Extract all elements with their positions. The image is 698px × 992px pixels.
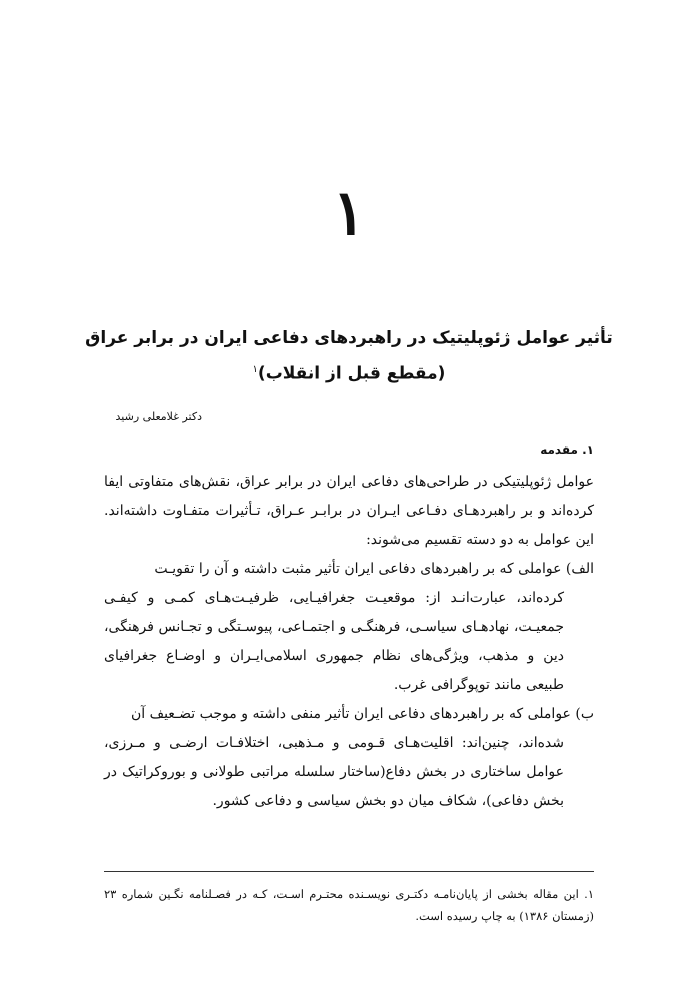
footnote-divider — [104, 871, 594, 872]
list-item-b-first-line: ب) عواملی که بر راهبردهای دفاعی ایران تأثیر منفی داشته و موجب تضـعیف آن — [130, 706, 594, 722]
chapter-title-line-1: تأثیر عوامل ژئوپلیتیک در راهبردهای دفاعی ایران در برابر عراق — [85, 328, 613, 348]
chapter-number: ۱ — [332, 176, 366, 249]
section-heading: ۱. مقدمه — [540, 443, 594, 457]
list-item-a-first-line: الف) عواملی که بر راهبردهای دفاعی ایران تأثیر مثبت داشته و آن را تقویـت — [154, 561, 594, 577]
intro-paragraph: عوامل ژئوپلیتیکی در طراحی‌های دفاعی ایران در برابر عراق، نقش‌های متفاوتی ایفا کرده‌اند و بر راهبردهـای دفـاعی ایـران در برابـر عـراق، تـأثیرات متفـاوت داشته‌اند. این عوامل به دو دسته تقسیم می‌شوند: — [104, 474, 594, 548]
list-item-a-continuation: کرده‌اند، عبارت‌انـد از: موقعیـت جغرافیـایی، ظرفیـت‌هـای کمـی و کیفـی جمعیـت، نهادهـای سیاسـی، فرهنگـی و اجتمـاعی، پیوسـتگی و تجـانس فرهنگی، دین و مذهب، ویژگی‌های نظام جمهوری اسلامی‌ایـران و اوضـاع جغرافیای طبیعی مانند توپوگرافی غرب. — [104, 590, 564, 693]
chapter-title-line-2 — [60, 354, 638, 390]
body-text — [104, 468, 594, 816]
chapter-title — [60, 322, 638, 390]
list-item-a — [104, 555, 594, 700]
author-name: دکتر غلامعلی رشید — [115, 410, 202, 423]
footnote-text: ۱. این مقاله بخشی از پایان‌نامـه دکتـری نویسـنده محتـرم اسـت، کـه در فصـلنامه نگـین شماره ۲۳ (زمستان ۱۳۸۶) به چاپ رسیده است. — [104, 887, 594, 923]
footnote-reference[interactable]: ۱ — [252, 364, 258, 375]
chapter-subtitle: (مقطع قبل از انقلاب) — [257, 363, 446, 384]
list-item-b — [104, 700, 594, 816]
list-item-b-continuation: شده‌اند، چنین‌اند: اقلیت‌هـای قـومی و مـذهبی، اختلافـات ارضـی و مـرزی، عوامل ساختاری در بخش دفاع(ساختار سلسله مراتبی طولانی و بوروکراتیک در بخش دفاعی)، شکاف میان دو بخش سیاسی و دفاعی کشور. — [104, 735, 564, 809]
footnote — [104, 883, 594, 927]
